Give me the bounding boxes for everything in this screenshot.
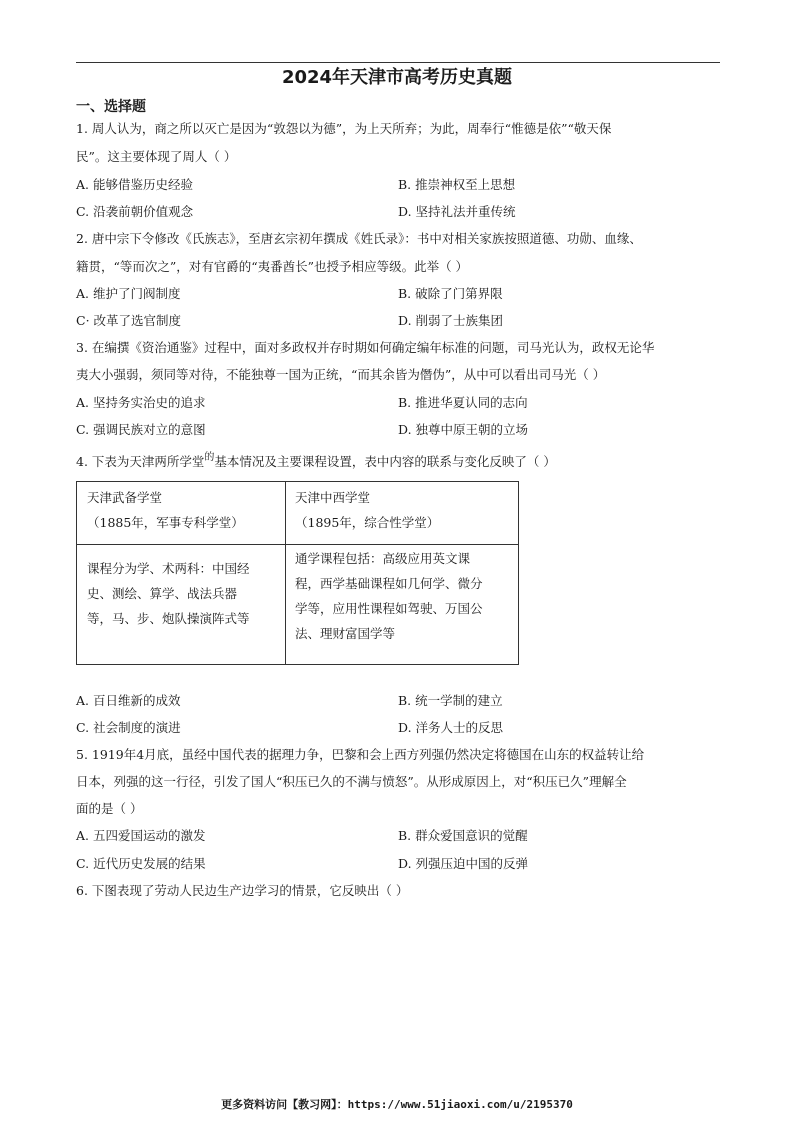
q4-option-a: A. 百日维新的成效 xyxy=(76,693,181,708)
q4-line1-pre: 4. 下表为天津两所学堂 xyxy=(76,454,205,469)
q6-line1: 6. 下图表现了劳动人民边生产边学习的情景，它反映出（ ） xyxy=(76,883,409,898)
q1-line2: 民”。这主要体现了周人（ ） xyxy=(76,149,237,164)
q1-option-a: A. 能够借鉴历史经验 xyxy=(76,177,193,192)
q5-line1: 5. 1919年4月底，虽经中国代表的据理力争，巴黎和会上西方列强仍然决定将德国在山东的权益转让给 xyxy=(76,747,645,762)
q4-option-b: B. 统一学制的建立 xyxy=(398,693,503,708)
section-heading: 一、选择题 xyxy=(76,99,146,115)
q3-option-a: A. 坚持务实治史的追求 xyxy=(76,395,206,410)
q5-option-b: B. 群众爱国意识的觉醒 xyxy=(398,828,528,843)
q3-option-b: B. 推进华夏认同的志向 xyxy=(398,395,528,410)
page-title: 2024年天津市高考历史真题 xyxy=(281,67,513,88)
q5-line2: 日本，列强的这一行径，引发了国人“积压已久的不满与愤怒”。从形成原因上，对“积压已久”理解全 xyxy=(76,774,627,789)
q3-line2: 夷大小强弱，须同等对待，不能独尊一国为正统，“而其余皆为僭伪”，从中可以看出司马光（ ） xyxy=(76,367,606,382)
footer-link[interactable]: 更多资料访问【教习网】：https://www.51jiaoxi.com/u/2195370 xyxy=(221,1098,573,1111)
q5-option-c: C. 近代历史发展的结果 xyxy=(76,856,206,871)
q3-line1: 3. 在编撰《资治通鉴》过程中，面对多政权并存时期如何确定编年标准的问题，司马光认为，政权无论华 xyxy=(76,340,655,355)
col1-body-line: 课程分为学、术两科：中国经 xyxy=(87,561,250,576)
q4-option-c: C. 社会制度的演进 xyxy=(76,720,181,735)
table-cell-col1-body xyxy=(77,544,285,664)
q1-option-b: B. 推崇神权至上思想 xyxy=(398,177,516,192)
q2-line2: 籍贯，“等而次之”，对有官爵的“夷番酋长”也授予相应等级。此举（ ） xyxy=(76,259,469,274)
school-comparison-table xyxy=(76,481,519,665)
q4-line1-sup: 的 xyxy=(204,452,215,463)
q3-option-c: C. 强调民族对立的意图 xyxy=(76,422,206,437)
col2-body-line: 学等，应用性课程如驾驶、万国公 xyxy=(295,601,483,616)
col1-body-line: 等，马、步、炮队操演阵式等 xyxy=(87,611,250,626)
q1-option-c: C. 沿袭前朝价值观念 xyxy=(76,204,194,219)
q5-line3: 面的是（ ） xyxy=(76,801,143,816)
col2-head-name: 天津中西学堂 xyxy=(295,490,371,505)
col1-head-name: 天津武备学堂 xyxy=(87,490,163,505)
q2-option-d: D. 削弱了士族集团 xyxy=(398,313,504,328)
q1-line1: 1. 周人认为，商之所以灭亡是因为“敦怨以为德”，为上天所弃；为此，周奉行“惟德是依”“敬天保 xyxy=(76,121,612,136)
col1-body-line: 史、测绘、算学、战法兵器 xyxy=(87,586,238,601)
col1-head-desc: （1885年，军事专科学堂） xyxy=(87,515,244,530)
col2-body-line: 法、理财富国学等 xyxy=(295,626,396,641)
col2-head-desc: （1895年，综合性学堂） xyxy=(295,515,440,530)
header-rule xyxy=(76,62,720,63)
q2-line1: 2. 唐中宗下令修改《氏族志》，至唐玄宗初年撰成《姓氏录》：书中对相关家族按照道德、功勋、血缘、 xyxy=(76,231,642,246)
table-cell-col1-head xyxy=(77,482,285,544)
q2-option-b: B. 破除了门第界限 xyxy=(398,286,503,301)
q4-line1-post: 基本情况及主要课程设置，表中内容的联系与变化反映了（ ） xyxy=(214,454,556,469)
q5-option-a: A. 五四爱国运动的激发 xyxy=(76,828,206,843)
q2-option-c: C· 改革了选官制度 xyxy=(76,313,182,328)
q4-option-d: D. 洋务人士的反思 xyxy=(398,720,504,735)
table-cell-col2-head xyxy=(285,482,518,544)
col2-body-line: 通学课程包括：高级应用英文课 xyxy=(295,551,471,566)
col2-body-line: 程，西学基础课程如几何学、微分 xyxy=(295,576,483,591)
q2-option-a: A. 维护了门阀制度 xyxy=(76,286,181,301)
table-cell-col2-body xyxy=(285,544,518,664)
q4-line1 xyxy=(76,453,724,473)
q3-option-d: D. 独尊中原王朝的立场 xyxy=(398,422,529,437)
q5-option-d: D. 列强压迫中国的反弹 xyxy=(398,856,529,871)
q1-option-d: D. 坚持礼法并重传统 xyxy=(398,204,516,219)
